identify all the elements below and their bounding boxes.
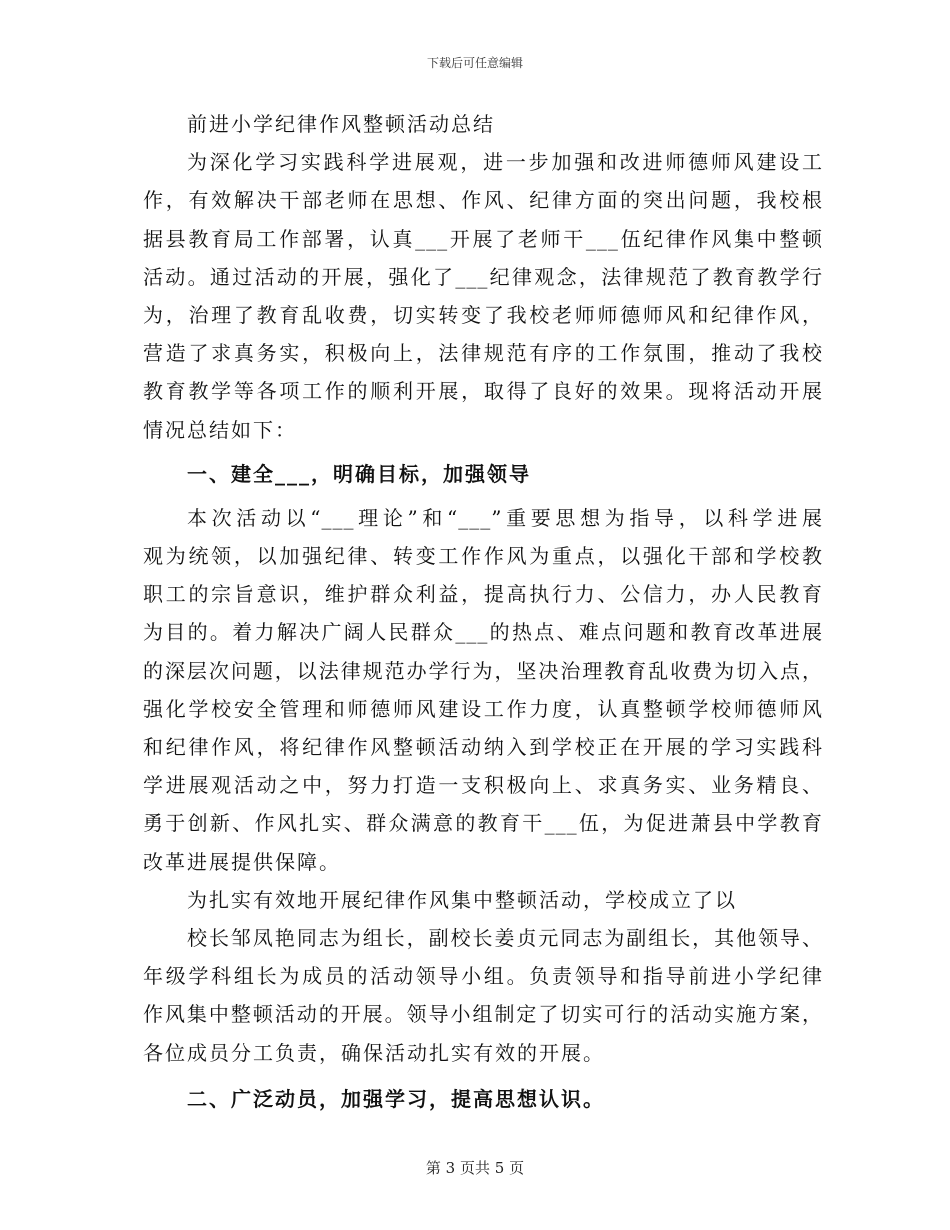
text-line: 为目的。着力解决广阔人民群众___的热点、难点问题和教育改革进展 <box>143 620 823 645</box>
text-line: 作，有效解决干部老师在思想、作风、纪律方面的突出问题，我校根 <box>143 188 823 213</box>
text-line: 为深化学习实践科学进展观，进一步加强和改进师德师风建设工 <box>187 150 823 175</box>
text-line: 学进展观活动之中，努力打造一支积极向上、求真务实、业务精良、 <box>143 773 823 798</box>
text-line: 为，治理了教育乱收费，切实转变了我校老师师德师风和纪律作风， <box>143 302 823 327</box>
paragraph-committee <box>143 919 823 1072</box>
section-heading-1: 一、建全___，明确目标，加强领导 <box>187 461 531 486</box>
text-line: 本次活动以“___理论”和“___”重要思想为指导，以科学进展 <box>187 505 823 530</box>
text-line: 教育教学等各项工作的顺利开展，取得了良好的效果。现将活动开展 <box>143 379 823 404</box>
text-line: 强化学校安全管理和师德师风建设工作力度，认真整顿学校师德师风 <box>143 696 823 721</box>
text-line: 情况总结如下： <box>143 417 297 442</box>
text-line: 活动。通过活动的开展，强化了___纪律观念，法律规范了教育教学行 <box>143 264 823 289</box>
text-line: 据县教育局工作部署，认真___开展了老师干___伍纪律作风集中整顿 <box>143 226 823 251</box>
text-line: 勇于创新、作风扎实、群众满意的教育干___伍，为促进萧县中学教育 <box>143 811 823 836</box>
page-footer: 第 3 页共 5 页 <box>425 1159 525 1177</box>
text-line: 改革进展提供保障。 <box>143 849 341 874</box>
text-line: 作风集中整顿活动的开展。领导小组制定了切实可行的活动实施方案， <box>143 1002 823 1027</box>
text-line: 各位成员分工负责，确保活动扎实有效的开展。 <box>143 1040 605 1065</box>
paragraph-committee-intro: 为扎实有效地开展纪律作风集中整顿活动，学校成立了以 <box>187 887 737 912</box>
document-title: 前进小学纪律作风整顿活动总结 <box>187 112 495 136</box>
text-line: 职工的宗旨意识，维护群众利益，提高执行力、公信力，办人民教育 <box>143 582 823 607</box>
page-header: 下载后可任意编辑 <box>426 56 523 70</box>
text-line: 营造了求真务实，积极向上，法律规范有序的工作氛围，推动了我校 <box>143 341 823 366</box>
section-heading-2: 二、广泛动员，加强学习，提高思想认识。 <box>187 1086 605 1111</box>
document-body <box>143 105 823 1118</box>
paragraph-intro <box>143 143 823 449</box>
text-line: 观为统领，以加强纪律、转变工作作风为重点，以强化干部和学校教 <box>143 544 823 569</box>
text-line: 的深层次问题，以法律规范办学行为，坚决治理教育乱收费为切入点， <box>143 658 823 683</box>
text-line: 和纪律作风，将纪律作风整顿活动纳入到学校正在开展的学习实践科 <box>143 735 823 759</box>
text-line: 年级学科组长为成员的活动领导小组。负责领导和指导前进小学纪律 <box>143 964 823 989</box>
paragraph-guidance <box>143 499 823 881</box>
text-line: 校长邹凤艳同志为组长，副校长姜贞元同志为副组长，其他领导、 <box>187 925 823 950</box>
